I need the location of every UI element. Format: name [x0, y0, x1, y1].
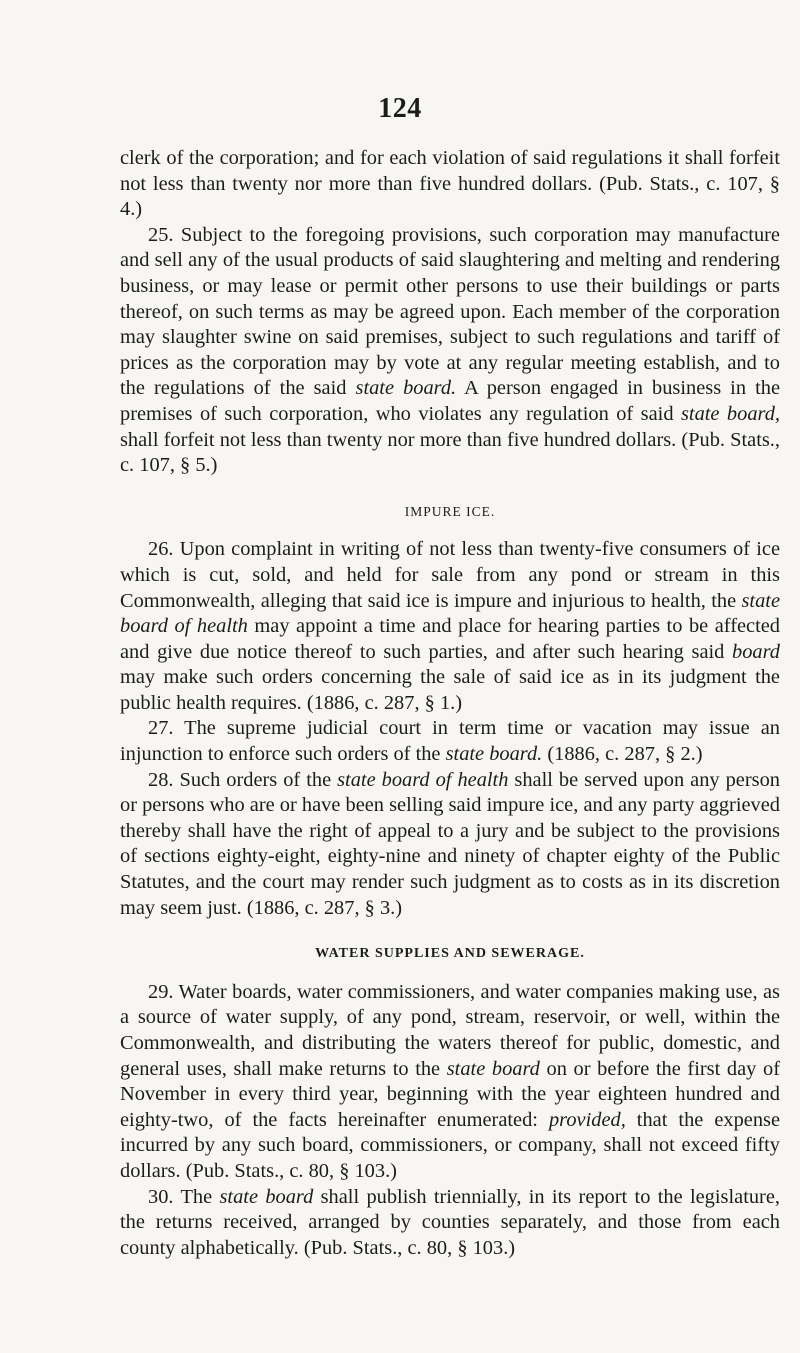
section-28: 28. Such orders of the state board of health shall be served upon any person or persons who are or have been selling said impure ice, and any party aggrieved thereby shall have the right of appeal to a jury and be subject to the provisions of sections eighty-eight, eighty-nine and ninety of chapter eighty of the Public Statutes, and the court may render such judgment as to costs as in its discretion may seem just. (1886, c. 287, § 3.)	[120, 768, 780, 919]
paragraph-continuation: clerk of the corporation; and for each violation of said regulations it shall forfeit not less than twenty nor more than five hundred dollars. (Pub. Stats., c. 107, § 4.)	[120, 147, 780, 221]
section-25: 25. Subject to the foregoing provisions, such corporation may manufacture and sell any of the usual products of said slaughtering and melting and rendering business, or may lease or permit other persons to use their buildings or parts thereof, on such terms as may be agreed upon. Each member of the corporation may slaughter swine on said premises, subject to such regulations and tariff of prices as the corporation may by vote at any regular meeting establish, and to the regulations of the said state board. A person engaged in business in the premises of such corporation, who violates any regulation of said state board, shall forfeit not less than twenty nor more than five hundred dollars. (Pub. Stats., c. 107, § 5.)	[120, 223, 780, 477]
section-29: 29. Water boards, water commissioners, and water companies making use, as a source of water supply, of any pond, stream, reservoir, or well, within the Commonwealth, and distributing the waters thereof for public, domestic, and general uses, shall make returns to the state board on or before the first day of November in every third year, beginning with the year eighteen hundred and eighty-two, of the facts hereinafter enumerated: provided, that the expense incurred by any such board, commissioners, or company, shall not exceed fifty dollars. (Pub. Stats., c. 80, § 103.)	[120, 980, 780, 1182]
page-number: 124	[378, 93, 422, 124]
heading-impure-ice: IMPURE ICE.	[404, 503, 496, 519]
section-26: 26. Upon complaint in writing of not less than twenty-five consumers of ice which is cut, sold, and held for sale from any pond or stream in this Commonwealth, alleging that said ice is impure and injurious to health, the state board of health may appoint a time and place for hearing parties to be affected and give due notice thereof to such parties, and after such hearing said board may make such orders concerning the sale of said ice as in its judgment the public health requires. (1886, c. 287, § 1.)	[120, 538, 780, 714]
section-30: 30. The state board shall publish triennially, in its report to the legislature, the returns received, arranged by counties separately, and those from each county alphabetically. (Pub. Stats., c. 80, § 103.)	[120, 1185, 780, 1259]
section-27: 27. The supreme judicial court in term time or vacation may issue an injunction to enforce such orders of the state board. (1886, c. 287, § 2.)	[120, 717, 780, 766]
heading-water-supplies: WATER SUPPLIES AND SEWERAGE.	[315, 946, 585, 962]
body-text	[120, 146, 780, 1261]
